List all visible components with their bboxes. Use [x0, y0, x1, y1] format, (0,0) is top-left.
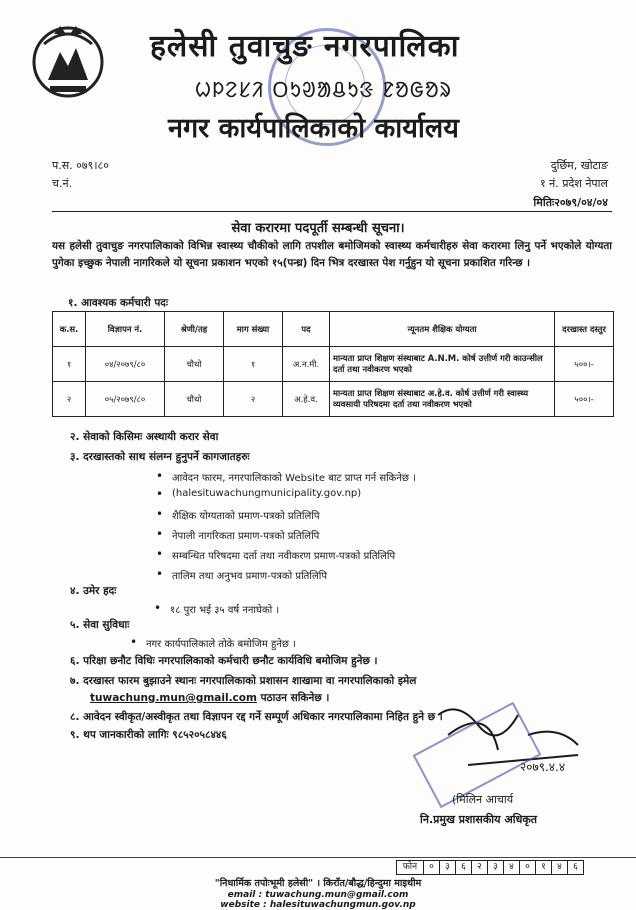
age-limit-value: • १८ पुरा भई ३५ वर्ष ननाघेको ।	[170, 602, 279, 616]
col-demand: माग संख्या	[224, 312, 283, 347]
website-link[interactable]: • (halesituwachungmunicipality.gov.np)	[172, 488, 361, 499]
cell-demand: २	[224, 382, 283, 417]
posts-table	[52, 311, 614, 417]
table-header-row	[53, 312, 614, 347]
section-age-limit: ४. उमेर हदः	[70, 585, 117, 597]
reference-number: प.स. ०७९।८०	[52, 159, 109, 172]
phone-label: फोन	[397, 861, 424, 874]
section-authority: ८. आवेदन स्वीकृत/अस्वीकृत तथा विज्ञापन रद्द गर्ने सम्पूर्ण अधिकार नगरपालिकामा निहित हुने छ ।	[70, 711, 443, 723]
col-fee: दरखास्त दस्तुर	[555, 312, 614, 347]
cell-fee: ५००।-	[555, 382, 614, 417]
section-contact: ९. थप जानकारीको लागिः ९८५२०५८४४६	[70, 729, 227, 741]
document-item: • आवेदन फारम, नगरपालिकाको Website बाट प्राप्त गर्न सकिनेछ ।	[172, 470, 416, 484]
benefits-value: • नगर कार्यपालिकाले तोके बमोजिम हुनेछ ।	[146, 636, 296, 650]
table-row	[53, 347, 614, 382]
phone-digit: ३	[488, 861, 504, 874]
cell-level: चौथो	[165, 382, 224, 417]
section-benefits: ५. सेवा सुविधाः	[70, 619, 130, 631]
col-post: पद	[283, 312, 330, 347]
section-required-posts: १. आवश्यक कर्मचारी पदः	[68, 297, 169, 309]
document-item: • सम्बन्धित परिषदमा दर्ता तथा नवीकरण प्रमाण-पत्रको प्रतिलिपि	[172, 548, 395, 562]
footer-motto: "निधार्मिक तपोःभूमी हलेसी" । किराँत/बौद्ध/हिन्दुमा माइथीम	[214, 878, 422, 889]
signature-date: २०७९.४.४	[520, 760, 566, 774]
document-item: • तालिम तथा अनुभव प्रमाण-पत्रको प्रतिलिपि	[172, 568, 327, 582]
cell-demand: १	[224, 347, 283, 382]
cell-fee: ५००।-	[555, 347, 614, 382]
submission-email-tail: पठाउन सकिनेछ ।	[260, 692, 330, 704]
document-item: • शैक्षिक योग्यताको प्रमाण-पत्रको प्रतिलिपि	[172, 508, 320, 522]
header-divider	[52, 211, 612, 212]
document-item: • नेपाली नागरिकता प्रमाण-पत्रको प्रतिलिपि	[172, 528, 319, 542]
table-row	[53, 382, 614, 417]
submission-email-link[interactable]: tuwachung.mun@gmail.com	[90, 692, 257, 704]
phone-digit: ६	[456, 861, 472, 874]
notice-date: मितिः२०७९/०४/०४	[533, 196, 608, 209]
cell-serial: १	[53, 347, 86, 382]
office-province: १ नं. प्रदेश नेपाल	[539, 177, 608, 190]
phone-digit: १	[536, 861, 552, 874]
section-service-type: २. सेवाको किसिमः अस्थायी करार सेवा	[70, 431, 219, 443]
cell-ad-number: ०५/२०७९/८०	[86, 382, 165, 417]
col-level: श्रेणी/तह	[165, 312, 224, 347]
cell-ad-number: ०४/२०७९/८०	[86, 347, 165, 382]
org-name: हलेसी तुवाचुङ नगरपालिका	[150, 29, 460, 64]
office-place: दुर्छिम, खोटाङ	[550, 159, 608, 172]
notice-paragraph: यस हलेसी तुवाचुङ नगरपालिकाको विभिन्न स्वास्थ्य चौकीको लागि तपशील बमोजिमको स्वास्थ्य कर्मचारीहरु सेवा करारमा लिनु पर्ने भएकोले योग्यता पुगेका इच्छुक नेपाली नागरिकले यो सूचना प्रकाशन भएको १५(पन्ध्र) दिन भित्र दरखास्त पेश गर्नुहुन यो सूचना प्रकाशित गरिन्छ ।	[52, 240, 612, 269]
org-name-script: ᱦᱞᱮᱥᱤ ᱛᱩᱣᱟᱪᱩᱝ ᱱᱚᱜᱚᱨ	[195, 78, 452, 102]
col-ad-number: विज्ञापन नं.	[86, 312, 165, 347]
office-title: नगर कार्यपालिकाको कार्यालय	[168, 113, 459, 144]
cell-qualification: मान्यता प्राप्त शिक्षण संस्थाबाट A.N.M. कोर्ष उत्तीर्ण गरी काउन्सील दर्ता तथा नवीकरण भएको	[330, 347, 555, 382]
col-qualification: न्यूनतम शैक्षिक योग्यता	[330, 312, 555, 347]
phone-digit: २	[472, 861, 488, 874]
signatory-designation: नि.प्रमुख प्रशासकीय अधिकृत	[420, 813, 538, 826]
footer-website[interactable]: website : halesituwachungmun.gov.np	[220, 900, 416, 910]
phone-number-box	[396, 860, 584, 875]
notice-title: सेवा करारमा पदपूर्ती सम्बन्धी सूचना।	[231, 221, 405, 236]
section-selection-method: ६. परिक्षा छनौट विधिः नगरपालिकाको कर्मचारी छनौट कार्यविधि बमोजिम हुनेछ ।	[70, 655, 378, 667]
cell-qualification: मान्यता प्राप्त शिक्षण संस्थाबाट अ.हे.व. कोर्ष उत्तीर्ण गरी स्वास्थ्य व्यवसायी परिषदमा दर्ता तथा नवीकरण भएको	[330, 382, 555, 417]
cell-serial: २	[53, 382, 86, 417]
section-documents: ३. दरखास्तको साथ संलग्न हुनुपर्ने कागजातहरुः	[70, 451, 250, 463]
footer-email[interactable]: email : tuwachung.mun@gmail.com	[227, 890, 409, 900]
phone-digit: ४	[552, 861, 568, 874]
col-serial: क.स.	[53, 312, 86, 347]
dispatch-number: च.नं.	[52, 177, 73, 190]
phone-digit: ३	[440, 861, 456, 874]
submission-email-line	[90, 691, 329, 705]
cell-level: चौथो	[165, 347, 224, 382]
phone-digit: ०	[520, 861, 536, 874]
footer-divider	[0, 857, 636, 858]
section-submission-place: ७. दरखास्त फारम बुझाउने स्थानः नगरपालिकाको प्रशासन शाखामा वा नगरपालिकाको इमेल	[70, 675, 417, 687]
phone-digit: ४	[504, 861, 520, 874]
cell-post: अ.न.मी.	[283, 347, 330, 382]
cell-post: अ.हे.व.	[283, 382, 330, 417]
nepal-emblem-icon	[30, 22, 106, 106]
phone-digit: ६	[573, 862, 578, 872]
signatory-name: (मिलिन आचार्य	[452, 793, 514, 806]
phone-digit: ०	[424, 861, 440, 874]
